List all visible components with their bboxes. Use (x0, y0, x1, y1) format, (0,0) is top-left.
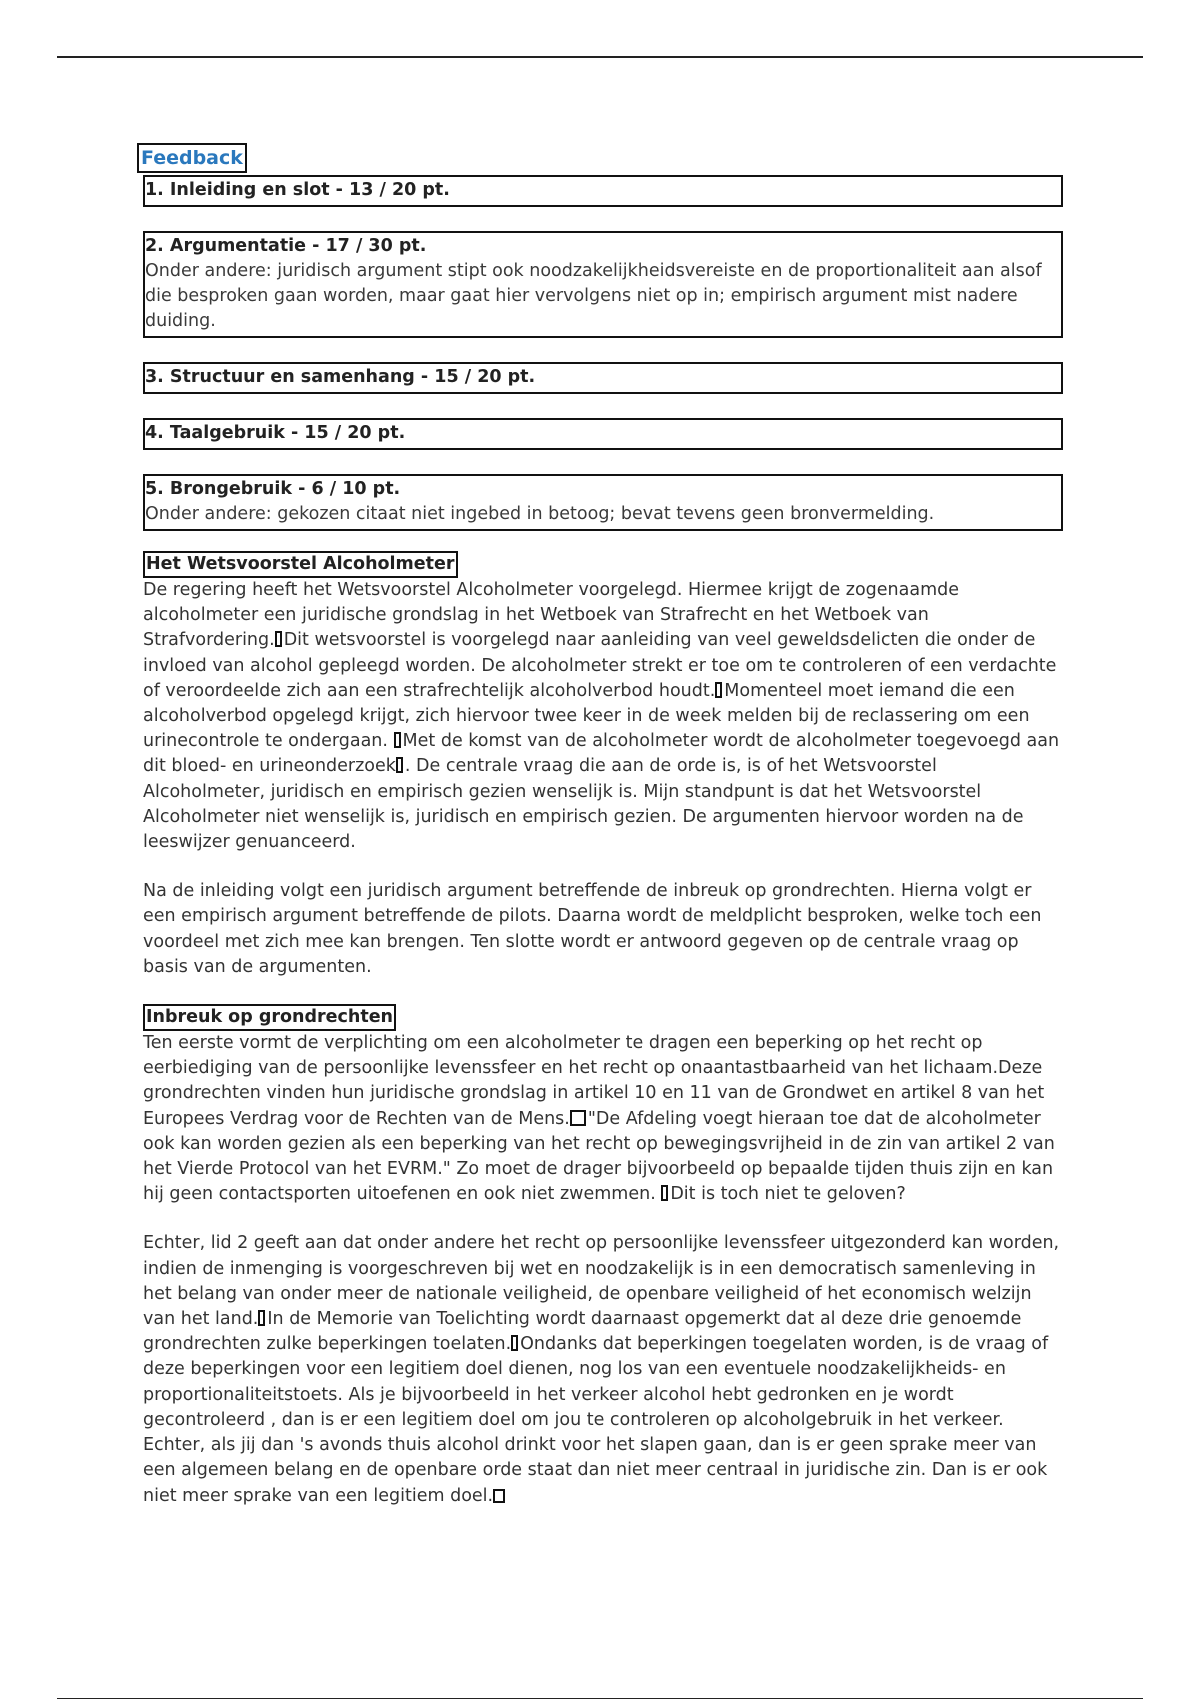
comment-marker[interactable] (511, 1335, 518, 1351)
intro-text: . De centrale vraag die aan de orde is, is of het Wetsvoorstel Alcoholmeter, juridisch en empirisch gezien wenselijk is. Mijn standpunt is dat het Wetsvoorstel Alcoholmeter niet wenselijk is, juridisch en empirisch gezien. De argumenten hiervoor worden na de leeswijzer genuanceerd. (143, 756, 1024, 853)
feedback-heading: 3. Structuur en samenhang - 15 / 20 pt. (145, 367, 536, 387)
comment-marker[interactable] (396, 757, 403, 773)
feedback-heading: 4. Taalgebruik - 15 / 20 pt. (145, 423, 406, 443)
intro-paragraph (143, 578, 1063, 855)
intro-text: Momenteel moet iemand die een alcoholverbod opgelegd krijgt, zich hiervoor twee keer in de week melden bij de reclassering om een urinecontrole te ondergaan. (143, 680, 1030, 752)
feedback-heading: 1. Inleiding en slot - 13 / 20 pt. (145, 180, 450, 200)
comment-marker[interactable] (394, 732, 401, 748)
section-paragraph-1 (143, 1031, 1063, 1207)
feedback-heading: 5. Brongebruik - 6 / 10 pt. (145, 479, 401, 499)
comment-marker[interactable] (275, 631, 282, 647)
feedback-item-5 (143, 474, 1063, 531)
section-text: Ten eerste vormt de verplichting om een alcoholmeter te dragen een beperking op het recht op eerbiediging van de persoonlijke levenssfeer en het recht op onaantastbaarheid van het lichaam.Deze grondrechten vinden hun juridische grondslag in artikel 10 en 11 van de Grondwet en artikel 8 van het Europees Verdrag voor de Rechten van de Mens. (143, 1033, 1045, 1129)
feedback-item-3 (143, 362, 1063, 394)
section-text: In de Memorie van Toelichting wordt daarnaast opgemerkt dat al deze drie genoemde grondrechten zulke beperkingen toelaten. (143, 1309, 1022, 1355)
feedback-heading: 2. Argumentatie - 17 / 30 pt. (145, 236, 427, 256)
comment-marker[interactable] (570, 1110, 586, 1126)
comment-marker[interactable] (661, 1185, 668, 1201)
comment-marker[interactable] (493, 1489, 505, 1503)
feedback-item-1 (143, 175, 1063, 207)
comment-marker[interactable] (715, 682, 722, 698)
section-paragraph-2 (143, 1231, 1063, 1508)
feedback-item-4 (143, 418, 1063, 450)
footer-rule (57, 1698, 1143, 1699)
comment-marker[interactable] (258, 1310, 265, 1326)
section-text: Dit is toch niet te geloven? (670, 1184, 906, 1205)
section-title: Inbreuk op grondrechten (143, 1004, 396, 1031)
essay-title: Het Wetsvoorstel Alcoholmeter (143, 551, 458, 578)
feedback-title: Feedback (137, 143, 247, 173)
section-text: Echter, lid 2 geeft aan dat onder andere het recht op persoonlijke levenssfeer uitgezonderd kan worden, indien de inmenging is voorgeschreven bij wet en noodzakelijk is in een democratisch samenleving in het belang van onder meer de nationale veiligheid, de openbare veiligheid of het economisch welzijn van het land. (143, 1233, 1060, 1330)
intro-text: Met de komst van de alcoholmeter wordt de alcoholmeter toegevoegd aan dit bloed- en urineonderzoek (143, 731, 1060, 777)
section-text: "De Afdeling voegt hieraan toe dat de alcoholmeter ook kan worden gezien als een beperking van het recht op bewegingsvrijheid in de zin van artikel 2 van het Vierde Protocol van het EVRM." Zo moet de drager bijvoorbeeld op bepaalde tijden thuis zijn en kan hij geen contactsporten uitoefenen en ook niet zwemmen. (143, 1108, 1055, 1205)
section-text: Ondanks dat beperkingen toegelaten worden, is de vraag of deze beperkingen voor een legitiem doel dienen, nog los van een eventuele noodzakelijkheids- en proportionaliteitstoets. Als je bijvoorbeeld in het verkeer alcohol hebt gedronken en je wordt gecontroleerd , dan is er een legitiem doel om jou te controleren op alcoholgebruik in het verkeer. Echter, als jij dan 's avonds thuis alcohol drinkt voor het slapen gaan, dan is er geen sprake meer van een algemeen belang en de openbare orde staat dan niet meer centraal in juridische zin. Dan is er ook niet meer sprake van een legitiem doel. (143, 1334, 1049, 1506)
feedback-item-2 (143, 231, 1063, 338)
header-rule (57, 56, 1143, 58)
document-body (143, 143, 1063, 1533)
feedback-comment: Onder andere: gekozen citaat niet ingebed in betoog; bevat tevens geen bronvermelding. (145, 504, 935, 524)
feedback-comment: Onder andere: juridisch argument stipt ook noodzakelijkheidsvereiste en de proportionaliteit aan alsof die besproken gaan worden, maar gaat hier vervolgens niet op in; empirisch argument mist nadere duiding. (145, 261, 1042, 331)
intro-text: Dit wetsvoorstel is voorgelegd naar aanleiding van veel geweldsdelicten die onder de invloed van alcohol gepleegd worden. De alcoholmeter strekt er toe om te controleren of een verdachte of veroordeelde zich aan een strafrechtelijk alcoholverbod houdt. (143, 630, 1057, 701)
intro-text: De regering heeft het Wetsvoorstel Alcoholmeter voorgelegd. Hiermee krijgt de zogenaamde alcoholmeter een juridische grondslag in het Wetboek van Strafrecht en het Wetboek van Strafvordering. (143, 580, 960, 651)
reading-guide-paragraph: Na de inleiding volgt een juridisch argument betreffende de inbreuk op grondrechten. Hierna volgt er een empirisch argument betreffende de pilots. Daarna wordt de meldplicht besproken, welke toch een voordeel met zich mee kan brengen. Ten slotte wordt er antwoord gegeven op de centrale vraag op basis van de argumenten. (143, 881, 1042, 977)
